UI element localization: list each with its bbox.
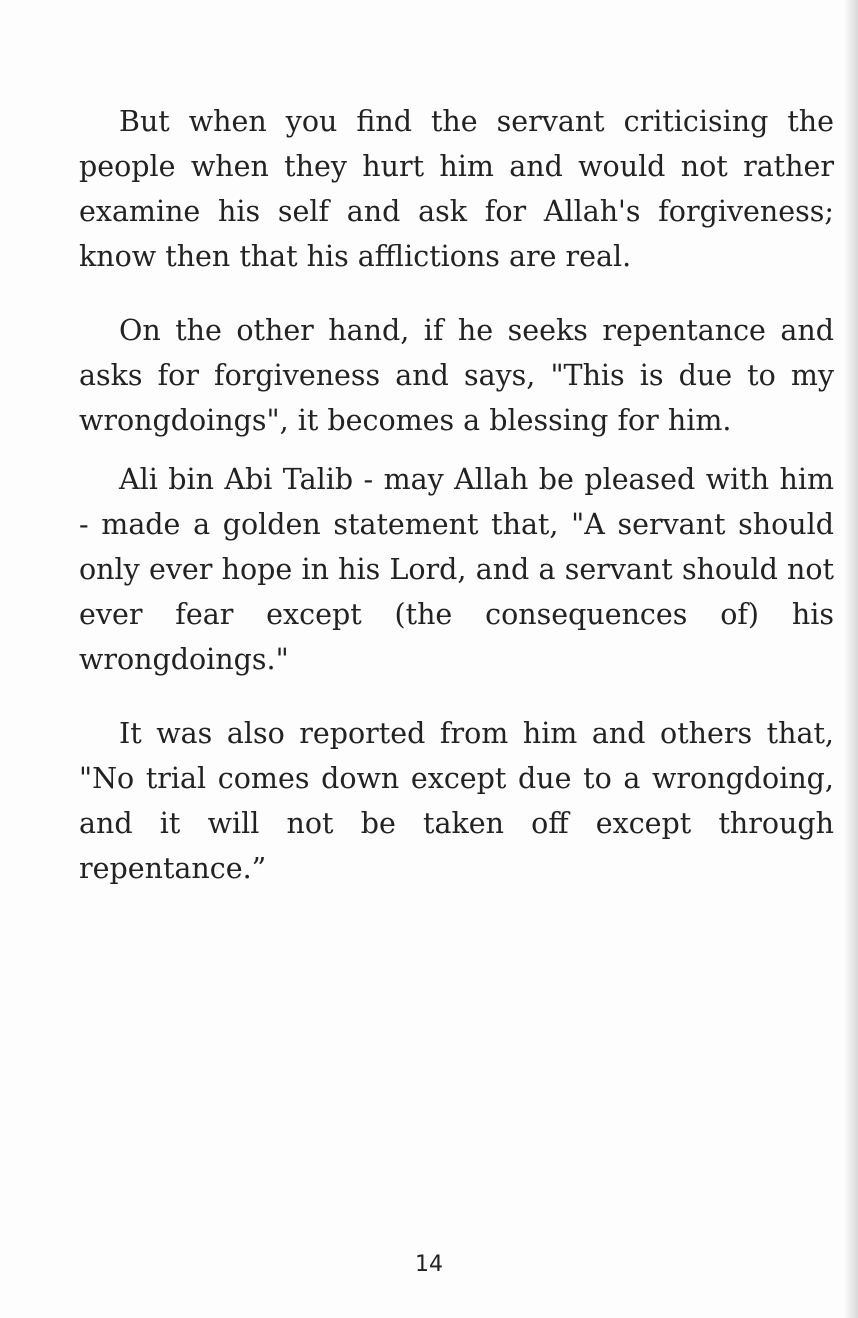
page-number: 14 [415,1252,443,1277]
paragraph-2: On the other hand, if he seeks repentance and asks for forgiveness and says, "This is due to my wrongdoings", it becomes a blessing for him. [79,314,834,437]
page-body [79,99,834,891]
paragraph-3: Ali bin Abi Talib - may Allah be pleased with him - made a golden statement that, "A servant should only ever hope in his Lord, and a servant should not ever fear except (the consequences of) his wrongdoings." [79,463,834,676]
paragraph-1: But when you find the servant criticising the people when they hurt him and would not rather examine his self and ask for Allah's forgiveness; know then that his afflictions are real. [79,105,834,273]
page-edge-shadow [844,0,858,1318]
paragraph-4: It was also reported from him and others that, "No trial comes down except due to a wrongdoing, and it will not be taken off except through repentance.” [79,717,834,885]
